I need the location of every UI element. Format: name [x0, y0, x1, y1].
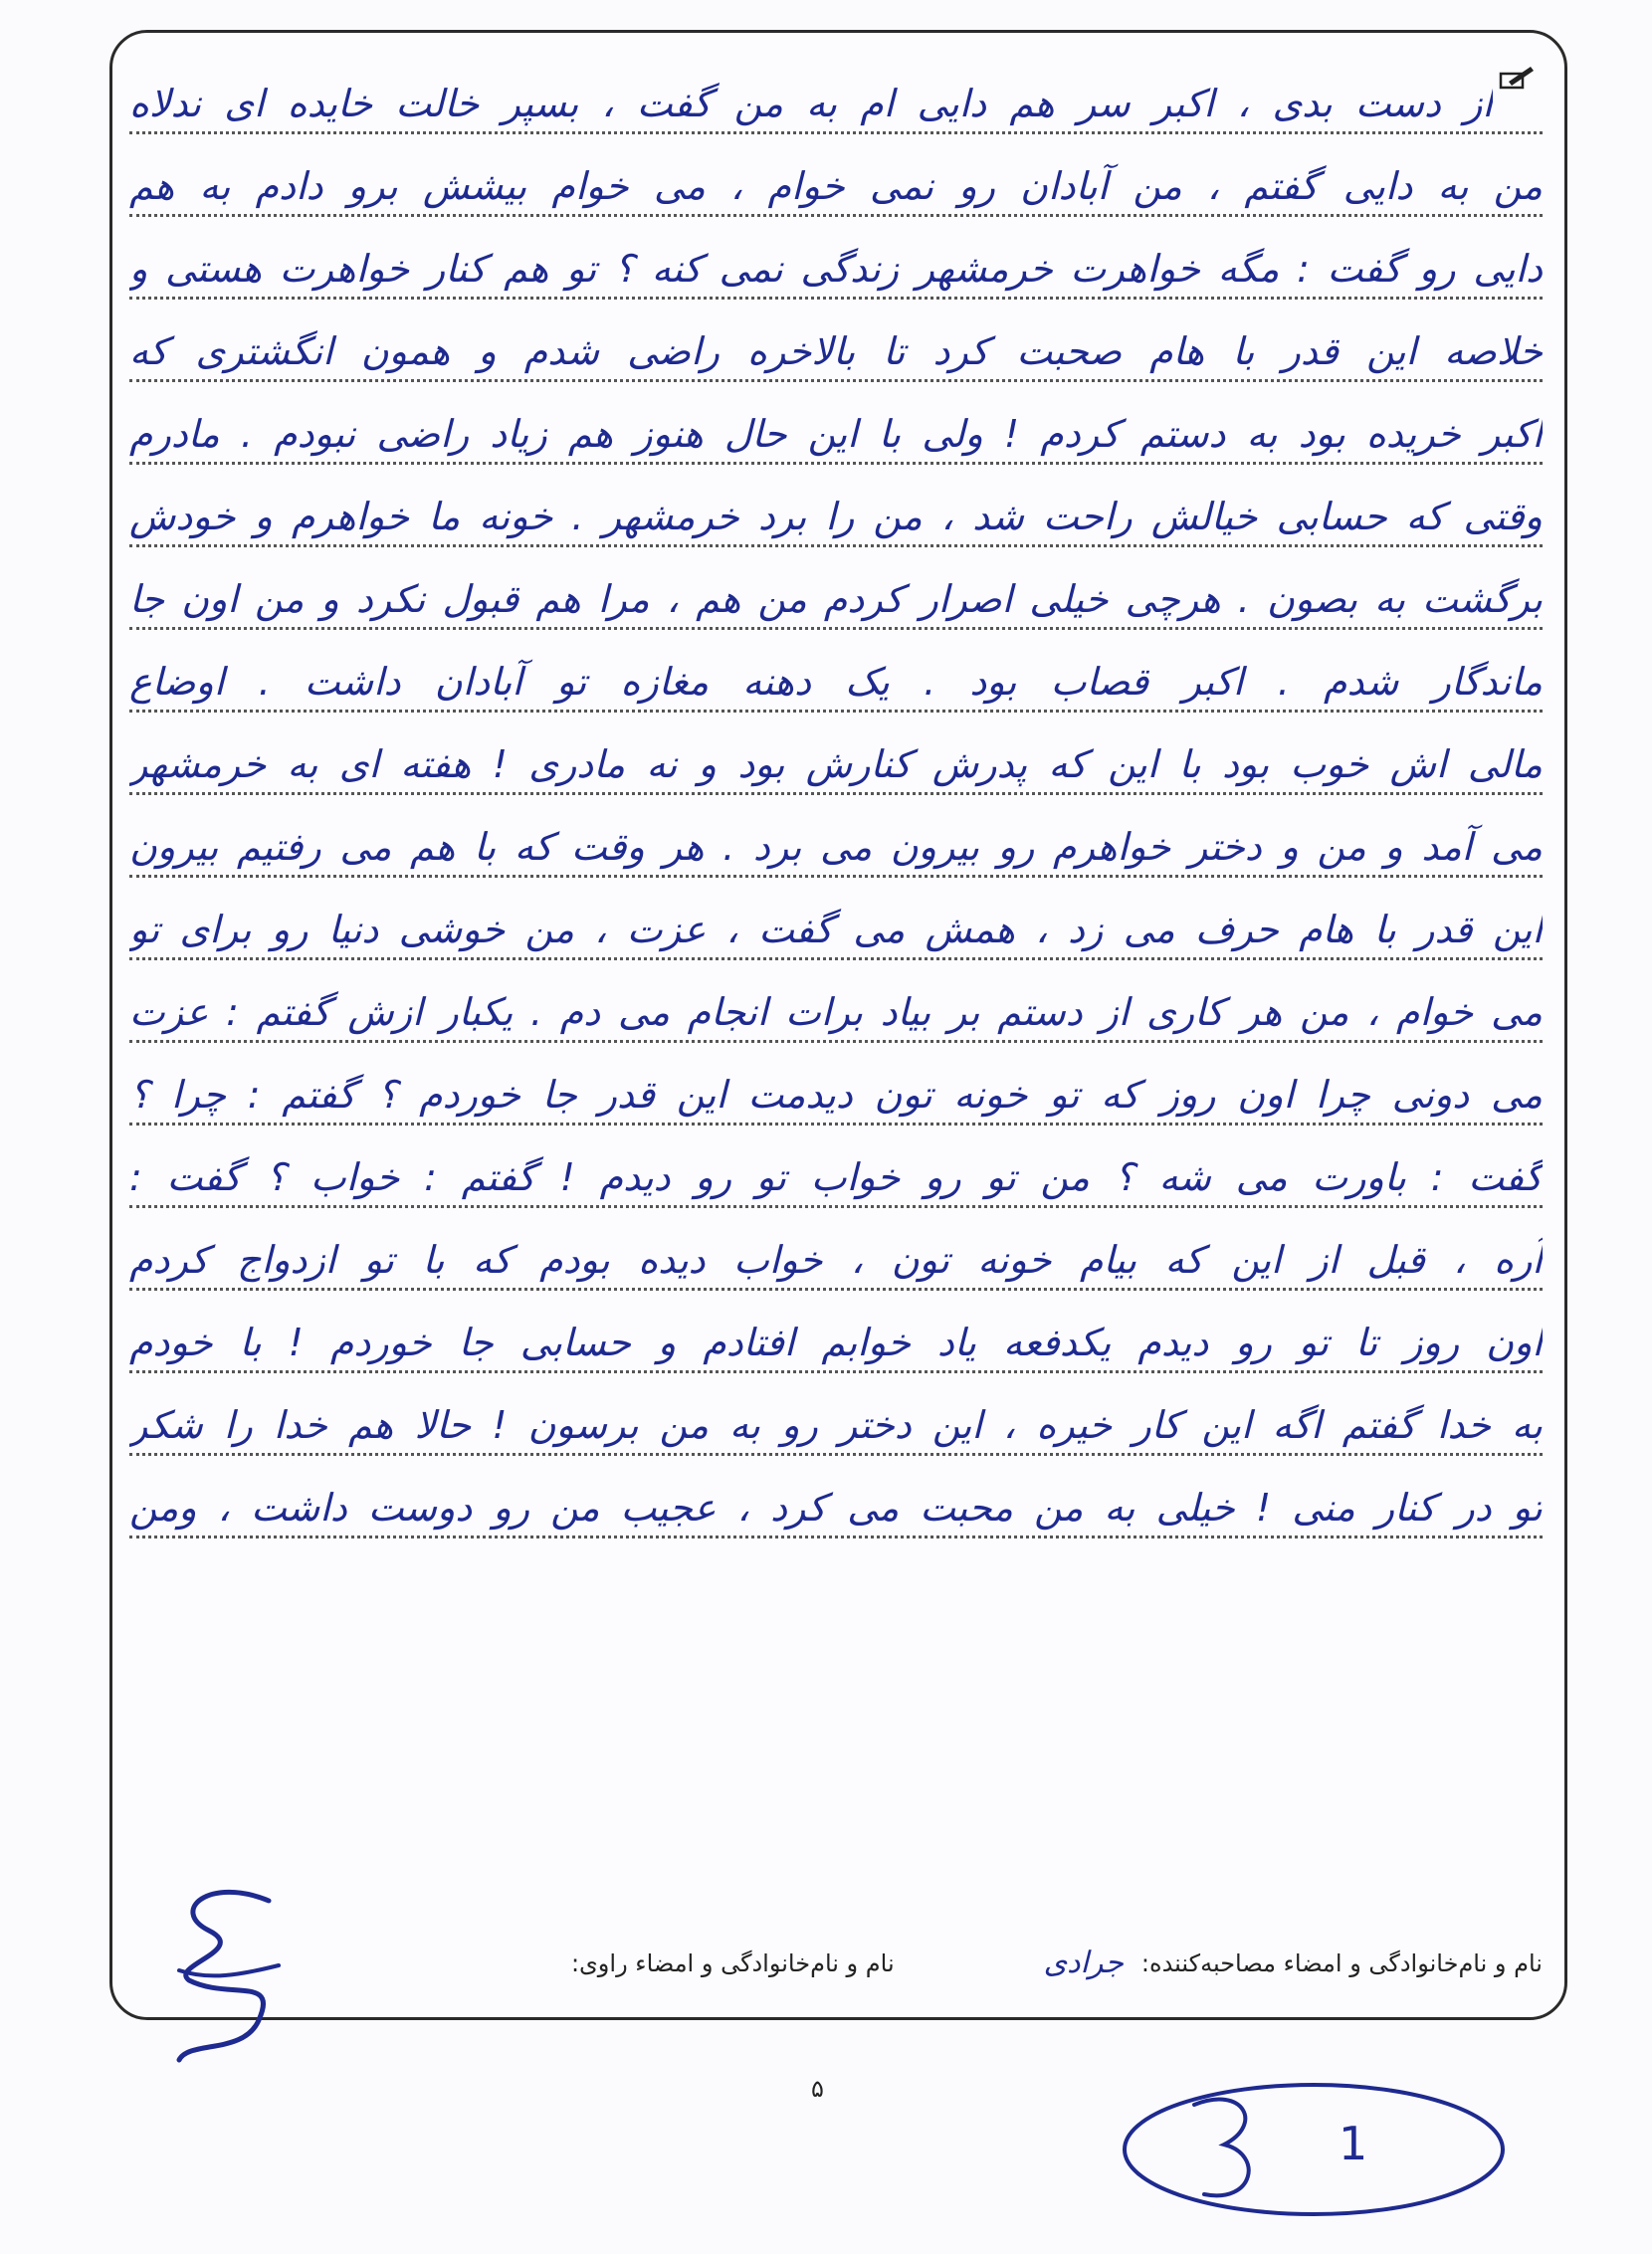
dotted-rule	[129, 1123, 1543, 1126]
line-text: می خوام ، من هر کاری از دستم بر بیاد برات انجام می دم . یکبار ازش گفتم : عزت	[129, 990, 1543, 1034]
line-text: اون روز تا تو رو دیدم یکدفعه یاد خوابم افتادم و حسابی جا خوردم ! با خودم	[129, 1321, 1543, 1364]
text-line-4	[129, 307, 1543, 390]
signature-footer	[149, 1946, 1543, 1980]
interviewer-label: نام و نام‌خانوادگی و امضاء مصاحبه‌کننده:	[1140, 1948, 1543, 1977]
text-line-18	[129, 1464, 1543, 1546]
line-text: از دست بدی ، اکبر سر هم دایی ام به من گفت ، بسپر خالت خایده ای ندلاه	[129, 82, 1493, 125]
text-line-10	[129, 803, 1543, 886]
dotted-rule	[129, 131, 1543, 134]
pen-writing-icon	[1499, 64, 1535, 92]
line-text: من به دایی گفتم ، من آبادان رو نمی خوام ، می خوام بیشش برو دادم به هم	[129, 164, 1543, 208]
dotted-rule	[129, 544, 1543, 547]
text-line-7	[129, 555, 1543, 638]
handwritten-text-body	[129, 60, 1543, 1546]
narrator-label: نام و نام‌خانوادگی و امضاء راوی:	[570, 1948, 895, 1977]
narrator-signature	[149, 1871, 309, 2070]
dotted-rule	[129, 1205, 1543, 1208]
interviewer-signature: جرادی	[1043, 1946, 1124, 1980]
text-line-1	[129, 60, 1543, 142]
line-text: مالی اش خوب بود با این که پدرش کنارش بود و نه مادری ! هفته ای به خرمشهر	[129, 742, 1543, 786]
dotted-rule	[129, 462, 1543, 465]
dotted-rule	[129, 297, 1543, 300]
text-line-14	[129, 1133, 1543, 1216]
dotted-rule	[129, 1370, 1543, 1373]
line-text: این قدر با هام حرف می زد ، همش می گفت ، عزت ، من خوشی دنیا رو برای تو	[129, 908, 1543, 951]
page-number: ۵	[811, 2075, 824, 2103]
dotted-rule	[129, 710, 1543, 713]
line-text: خلاصه این قدر با هام صحبت کرد تا بالاخره راضی شدم و همون انگشتری که	[129, 329, 1543, 373]
text-line-11	[129, 886, 1543, 968]
circled-number-stamp	[1095, 2065, 1513, 2244]
text-line-5	[129, 390, 1543, 473]
text-line-12	[129, 968, 1543, 1051]
dotted-rule	[129, 1040, 1543, 1043]
line-text: دایی رو گفت : مگه خواهرت خرمشهر زندگی نمی کنه ؟ تو هم کنار خواهرت هستی و	[129, 247, 1543, 291]
dotted-rule	[129, 1536, 1543, 1538]
text-line-17	[129, 1381, 1543, 1464]
line-text: آره ، قبل از این که بیام خونه تون ، خواب دیده بودم که با تو ازدواج کردم	[129, 1238, 1543, 1282]
dotted-rule	[129, 1453, 1543, 1456]
line-text: به خدا گفتم اگه این کار خیره ، این دختر رو به من برسون ! حالا هم خدا را شکر	[129, 1403, 1543, 1447]
stamp-number: 1	[1339, 2117, 1368, 2170]
dotted-rule	[129, 875, 1543, 878]
line-text: تو در کنار منی ! خیلی به من محبت می کرد ، عجیب من رو دوست داشت ، ومن	[129, 1486, 1543, 1530]
line-text: برگشت به بصون . هرچی خیلی اصرار کردم من هم ، مرا هم قبول نکرد و من اون جا	[129, 577, 1543, 621]
line-text: اکبر خریده بود به دستم کردم ! ولی با این حال هنوز هم زیاد راضی نبودم . مادرم	[129, 412, 1543, 456]
text-line-16	[129, 1299, 1543, 1381]
dotted-rule	[129, 627, 1543, 630]
text-line-8	[129, 638, 1543, 720]
text-line-6	[129, 473, 1543, 555]
text-line-13	[129, 1051, 1543, 1133]
line-text: می دونی چرا اون روز که تو خونه تون دیدمت این قدر جا خوردم ؟ گفتم : چرا ؟	[129, 1073, 1543, 1117]
dotted-rule	[129, 1288, 1543, 1291]
dotted-rule	[129, 379, 1543, 382]
dotted-rule	[129, 957, 1543, 960]
text-line-9	[129, 720, 1543, 803]
line-text: می آمد و من و دختر خواهرم رو بیرون می برد . هر وقت که با هم می رفتیم بیرون	[129, 825, 1543, 869]
text-line-2	[129, 142, 1543, 225]
text-line-15	[129, 1216, 1543, 1299]
text-line-3	[129, 225, 1543, 307]
dotted-rule	[129, 214, 1543, 217]
line-text: گفت : باورت می شه ؟ من تو رو خواب تو رو دیدم ! گفتم : خواب ؟ گفت :	[129, 1155, 1543, 1199]
dotted-rule	[129, 792, 1543, 795]
line-text: ماندگار شدم . اکبر قصاب بود . یک دهنه مغازه تو آبادان داشت . اوضاع	[129, 660, 1543, 704]
line-text: وقتی که حسابی خیالش راحت شد ، من را برد خرمشهر . خونه ما خواهرم و خودش	[129, 495, 1543, 538]
